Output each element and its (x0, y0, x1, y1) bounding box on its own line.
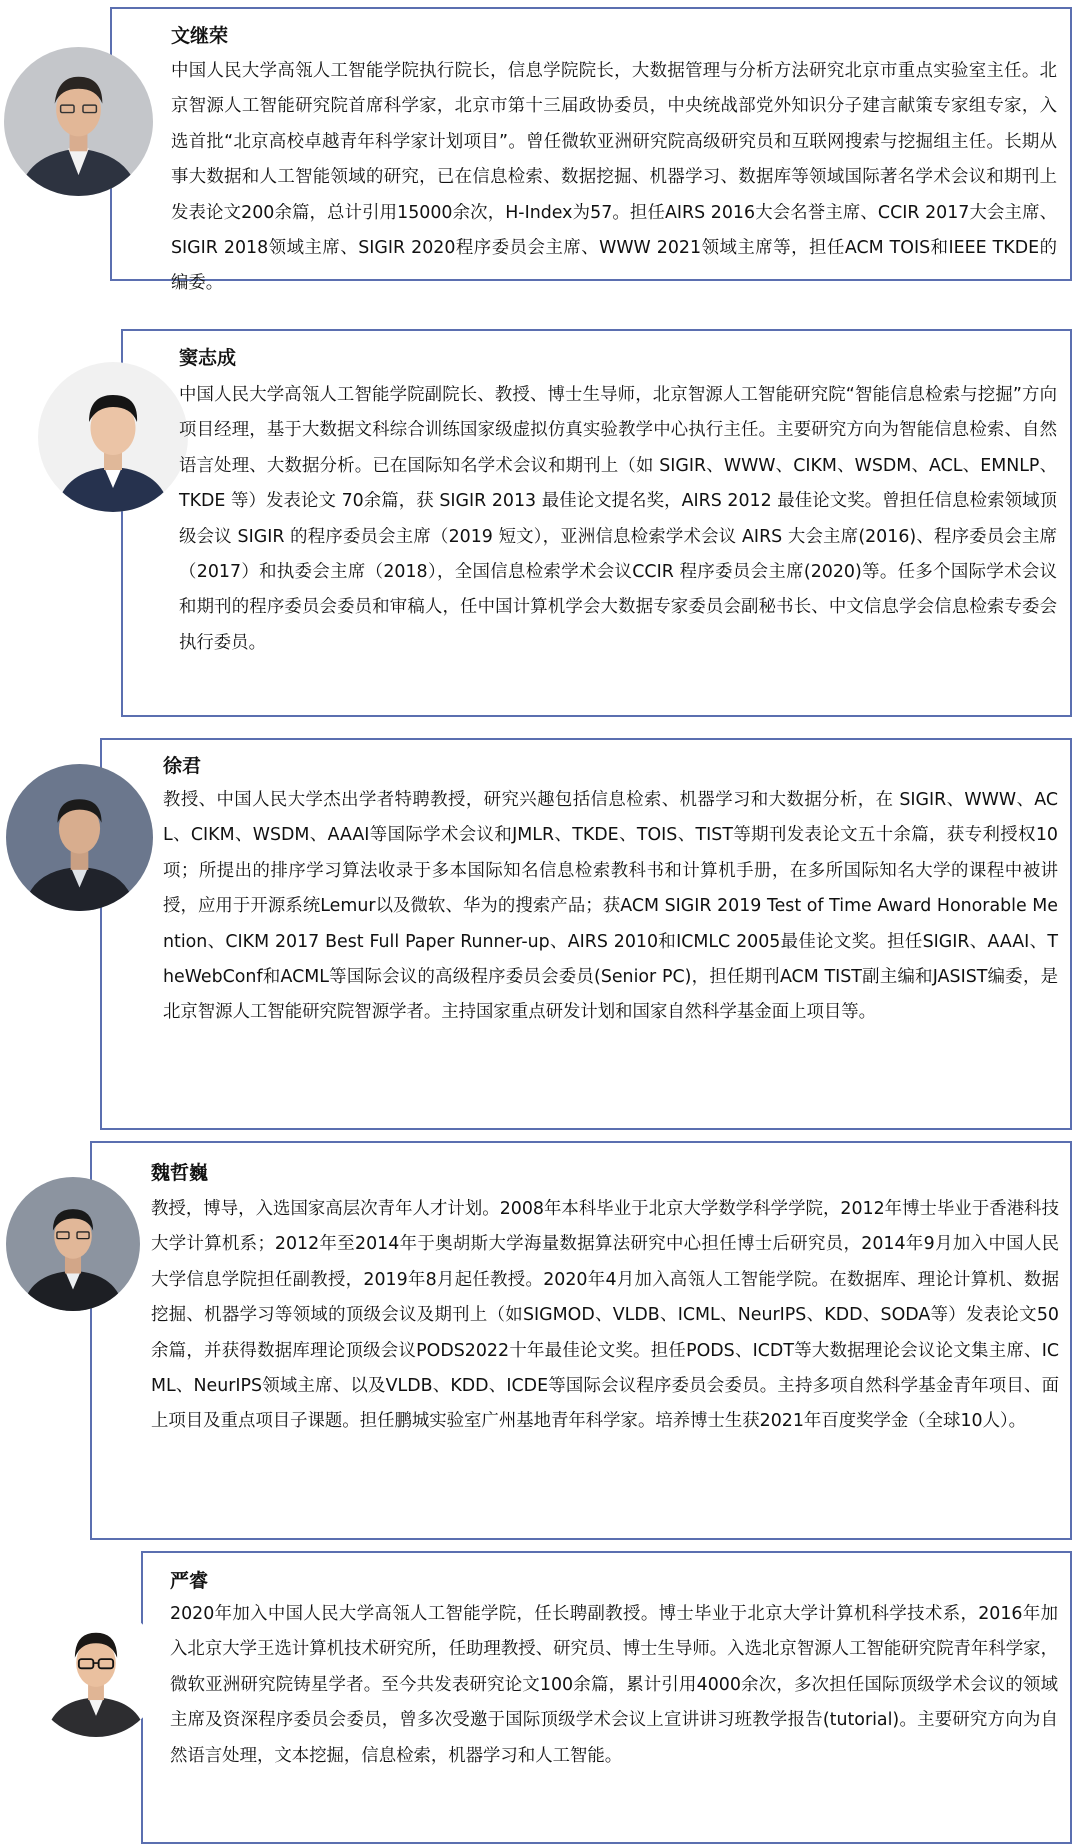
person-bio: 中国人民大学高瓴人工智能学院执行院长，信息学院院长，大数据管理与分析方法研究北京市重点实验室主任。北京智源人工智能研究院首席科学家，北京市第十三届政协委员，中央统战部党外知识分子建言献策专家组专家，入选首批“北京高校卓越青年科学家计划项目”。曾任微软亚洲研究院高级研究员和互联网搜索与挖掘组主任。长期从事大数据和人工智能领域的研究，已在信息检索、数据挖掘、机器学习、数据库等领域国际著名学术会议和期刊上发表论文200余篇，总计引用15000余次，H-Index为57。担任AIRS 2016大会名誉主席、CCIR 2017大会主席、SIGIR 2018领域主席、SIGIR 2020程序委员会主席、WWW 2021领域主席等，担任ACM TOIS和IEEE TKDE的编委。 (171, 61, 1057, 294)
person-name: 窦志成 (179, 347, 237, 369)
portrait-photo (38, 362, 188, 512)
person-bio: 教授、中国人民大学杰出学者特聘教授，研究兴趣包括信息检索、机器学习和大数据分析，在 SIGIR、WWW、ACL、CIKM、WSDM、AAAI等国际学术会议和JMLR、TKDE、TOIS、TIST等期刊发表论文五十余篇，获专利授权10项；所提出的排序学习算法收录于多本国际知名信息检索教科书和计算机手册，在多所国际知名大学的课程中被讲授，应用于开源系统Lemur以及微软、华为的搜索产品；获ACM SIGIR 2019 Test of Time Award Honorable Mention、CIKM 2017 Best Full Paper Runner-up、AIRS 2010和ICMLC 2005最佳论文奖。担任SIGIR、AAAI、TheWebConf和ACML等国际会议的高级程序委员会委员(Senior PC)，担任期刊ACM TIST副主编和JASIST编委，是北京智源人工智能研究院智源学者。主持国家重点研发计划和国家自然科学基金面上项目等。 (163, 790, 1058, 1023)
person-name: 魏哲巍 (151, 1162, 209, 1184)
person-name: 文继荣 (171, 25, 229, 47)
person-bio: 中国人民大学高瓴人工智能学院副院长、教授、博士生导师，北京智源人工智能研究院“智能信息检索与挖掘”方向项目经理，基于大数据文科综合训练国家级虚拟仿真实验教学中心执行主任。主要研究方向为智能信息检索、自然语言处理、大数据分析。已在国际知名学术会议和期刊上（如 SIGIR、WWW、CIKM、WSDM、ACL、EMNLP、TKDE 等）发表论文 70余篇，获 SIGIR 2013 最佳论文提名奖，AIRS 2012 最佳论文奖。曾担任信息检索领域顶级会议 SIGIR 的程序委员会主席（2019 短文），亚洲信息检索学术会议 AIRS 大会主席(2016)、程序委员会主席（2017）和执委会主席（2018），全国信息检索学术会议CCIR 程序委员会主席(2020)等。任多个国际学术会议和期刊的程序委员会委员和审稿人，任中国计算机学会大数据专家委员会副秘书长、中文信息学会信息检索专委会执行委员。 (179, 385, 1057, 653)
portrait-photo (6, 1177, 140, 1311)
person-name: 严睿 (170, 1570, 209, 1592)
person-name: 徐君 (163, 755, 202, 777)
portrait-photo (30, 1605, 162, 1737)
person-bio: 教授，博导，入选国家高层次青年人才计划。2008年本科毕业于北京大学数学科学学院，2012年博士毕业于香港科技大学计算机系；2012年至2014年于奥胡斯大学海量数据算法研究中心担任博士后研究员，2014年9月加入中国人民大学信息学院担任副教授，2019年8月起任教授。2020年4月加入高瓴人工智能学院。在数据库、理论计算机、数据挖掘、机器学习等领域的顶级会议及期刊上（如SIGMOD、VLDB、ICML、NeurIPS、KDD、SODA等）发表论文50余篇，并获得数据库理论顶级会议PODS2022十年最佳论文奖。担任PODS、ICDT等大数据理论会议论文集主席、ICML、NeurIPS领域主席、以及VLDB、KDD、ICDE等国际会议程序委员会委员。主持多项自然科学基金青年项目、面上项目及重点项目子课题。担任鹏城实验室广州基地青年科学家。培养博士生获2021年百度奖学金（全球10人）。 (151, 1199, 1059, 1432)
person-bio: 2020年加入中国人民大学高瓴人工智能学院，任长聘副教授。博士毕业于北京大学计算机科学技术系，2016年加入北京大学王选计算机技术研究所，任助理教授、研究员、博士生导师。入选北京智源人工智能研究院青年科学家，微软亚洲研究院铸星学者。至今共发表研究论文100余篇，累计引用4000余次，多次担任国际顶级学术会议的领域主席及资深程序委员会委员，曾多次受邀于国际顶级学术会议上宣讲讲习班教学报告(tutorial)。主要研究方向为自然语言处理，文本挖掘，信息检索，机器学习和人工智能。 (170, 1604, 1058, 1766)
portrait-photo (6, 764, 153, 911)
portrait-photo (4, 47, 153, 196)
